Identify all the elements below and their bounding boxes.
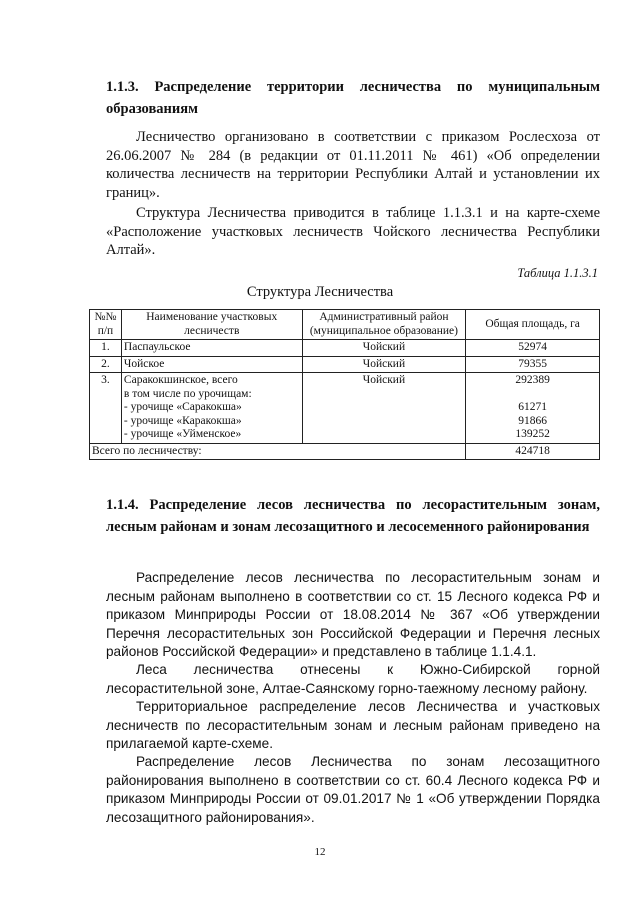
total-label: Всего по лесничеству: bbox=[90, 443, 466, 460]
row-district: Чойский bbox=[302, 340, 466, 357]
sub-spacer bbox=[468, 388, 597, 402]
col-header-number: №№ п/п bbox=[90, 310, 122, 340]
section-heading-1-1-3: 1.1.3. Распределение территории лесничества по муниципальным образованиям bbox=[106, 79, 600, 117]
sub-row-name: - урочище «Саракокша» bbox=[123, 401, 242, 413]
row-number: 3. bbox=[90, 373, 122, 444]
col-header-name: Наименование участковых лесничеств bbox=[121, 310, 302, 340]
table-row bbox=[90, 340, 600, 357]
section-heading-1-1-4: 1.1.4. Распределение лесов лесничества по лесорастительным зонам, лесным районам и зонам лесозащитного и лесосеменного районирования bbox=[106, 497, 600, 535]
row-district: Чойский bbox=[302, 356, 466, 373]
row-number: 1. bbox=[90, 340, 122, 357]
paragraph: Леса лесничества отнесены к Южно-Сибирской горной лесорастительной зоне, Алтае-Саянскому горно-таежному лесному району. bbox=[106, 662, 600, 696]
row-name-group bbox=[121, 373, 302, 444]
table-total-row bbox=[90, 443, 600, 460]
row-district: Чойский bbox=[302, 373, 466, 444]
row-name: Чойское bbox=[121, 356, 302, 373]
table-caption: Таблица 1.1.3.1 bbox=[517, 266, 598, 280]
row-area: 52974 bbox=[466, 340, 600, 357]
structure-table bbox=[89, 309, 600, 460]
row-area: 292389 bbox=[515, 374, 550, 386]
sub-row-area: 139252 bbox=[515, 428, 550, 440]
row-area: 79355 bbox=[466, 356, 600, 373]
table-row bbox=[90, 356, 600, 373]
paragraph: Территориальное распределение лесов Лесничества и участковых лесничеств по лесорастительным зонам и лесным районам приведено на прилагаемой карте-схеме. bbox=[106, 699, 600, 752]
page-number: 12 bbox=[314, 846, 326, 858]
paragraph: Распределение лесов лесничества по лесорастительным зонам и лесным районам выполнено в соответствии со ст. 15 Лесного кодекса РФ и приказом Минприроды России от 18.08.2014 № 367 «Об утверждении Перечня лесорастительных зон Российской Федерации и Перечня лесных районов Российской Федерации» и представлено в таблице 1.1.4.1. bbox=[106, 570, 600, 660]
paragraph: Структура Лесничества приводится в таблице 1.1.3.1 и на карте-схеме «Расположение участковых лесничеств Чойского лесничества Республики Алтай». bbox=[106, 205, 600, 259]
row-number: 2. bbox=[90, 356, 122, 373]
sub-row-name: - урочище «Уйменское» bbox=[123, 428, 242, 440]
sub-row-name: - урочище «Каракокша» bbox=[123, 414, 242, 427]
table-header-row bbox=[90, 310, 600, 340]
row-name: Саракокшинское, всего bbox=[123, 374, 238, 386]
sub-row-area: 61271 bbox=[518, 401, 548, 413]
col-header-area: Общая площадь, га bbox=[466, 310, 600, 340]
table-title: Структура Лесничества bbox=[246, 284, 394, 300]
row-name: Паспаульское bbox=[121, 340, 302, 357]
sub-row-area: 91866 bbox=[518, 414, 548, 427]
col-header-district: Административный район (муниципальное образование) bbox=[302, 310, 466, 340]
row-area-group bbox=[466, 373, 600, 444]
paragraph: Распределение лесов Лесничества по зонам лесозащитного районирования выполнено в соответствии со ст. 60.4 Лесного кодекса РФ и приказом Минприроды России от 09.01.2017 № 1 «Об утверждении Порядка лесозащитного районирования». bbox=[106, 754, 600, 825]
total-value: 424718 bbox=[466, 443, 600, 460]
paragraph: Лесничество организовано в соответствии с приказом Рослесхоза от 26.06.2007 № 284 (в редакции от 01.11.2011 № 461) «Об определении количества лесничеств на территории Республики Алтай и установлении их границ». bbox=[106, 129, 600, 201]
sub-intro: в том числе по урочищам: bbox=[123, 387, 252, 400]
table-row bbox=[90, 373, 600, 444]
